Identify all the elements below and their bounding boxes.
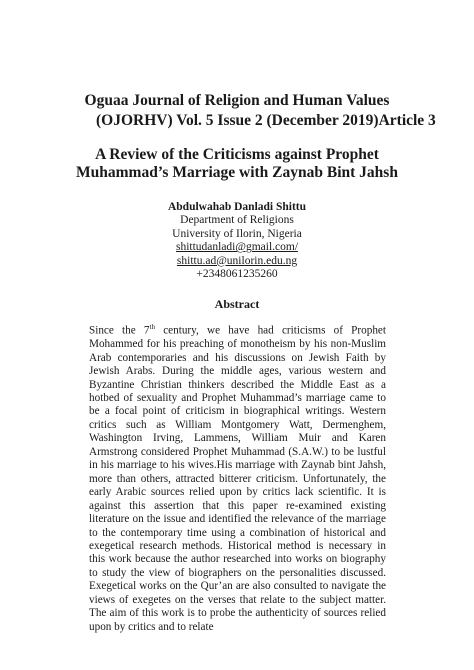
article-title: [60, 146, 414, 182]
abstract-heading: Abstract: [214, 297, 260, 311]
author-name: Abdulwahab Danladi Shittu: [167, 201, 307, 213]
journal-issue-line: [96, 112, 436, 130]
author-university: University of Ilorin, Nigeria: [172, 227, 302, 240]
author-email-link-2[interactable]: shittu.ad@unilorin.edu.ng: [176, 254, 298, 267]
abstract-body: [89, 321, 386, 634]
abstract-paragraph: [89, 321, 386, 634]
author-department: Department of Religions: [180, 214, 294, 227]
journal-name: Oguaa Journal of Religion and Human Values: [84, 92, 390, 109]
author-block: [0, 201, 474, 281]
article-title-line-2: Muhammad’s Marriage with Zaynab Bint Jahsh: [76, 164, 398, 181]
author-phone: +2348061235260: [196, 268, 278, 281]
abstract-text-rest: century, we have had criticisms of Prophet Mohammed for his preaching of monotheism by his non-Muslim Arab contemporaries and his discussions on Jewish Faith by Jewish Arabs. During the middle ages, various western and Byzantine Christian thinkers described the Middle East as a hotbed of sexuality and Prophet Muhammad’s marriage came to be a focal point of criticism in biographical writings. Western critics such as William Montgomery Watt, Dermenghem, Washington Irving, Lammens, William Muir and Karen Armstrong considered Prophet Muhammad (S.A.W.) to be lustful in his marriage to his wives.His marriage with Zaynab bint Jahsh, more than others, attracted bitterer criticism. Unfortunately, the early Arabic sources relied upon by critics lack scientific. It is against this assertion that this paper re-examined existing literature on the issue and identified the relevance of the marriage to the contemporary time using a combination of historical and exegetical research methods. Historical method is necessary in this work because the author researched into works on biography to study the view of biographers on the personalities discussed. Exegetical works on the Qur’an are also consulted to navigate the views of exegetes on the verses that relate to the subject matter. The aim of this work is to probe the authenticity of sources relied upon by critics and to relate: [89, 324, 386, 633]
ordinal-superscript: th: [149, 323, 155, 331]
article-title-line-1: A Review of the Criticisms against Prophet: [95, 146, 379, 163]
issue-info: (OJORHV) Vol. 5 Issue 2 (December 2019): [96, 112, 379, 129]
abstract-text-start: Since the 7: [89, 324, 150, 337]
author-email-link-1[interactable]: shittudanladi@gmail.com/: [175, 241, 299, 254]
article-number: Article 3: [378, 112, 436, 129]
